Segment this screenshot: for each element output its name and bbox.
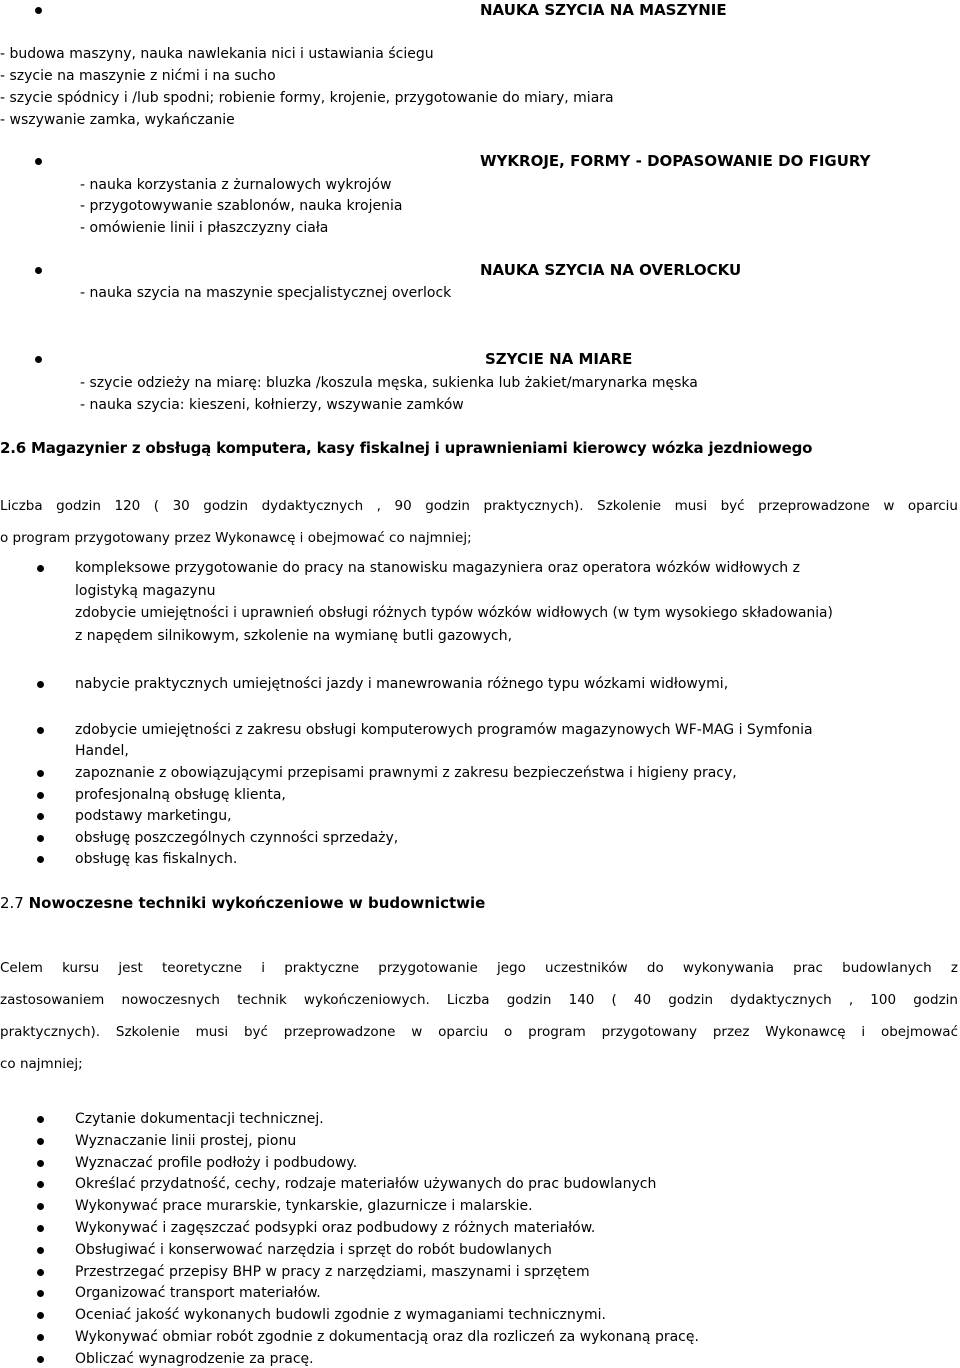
bullet-icon [37,770,44,777]
section-heading-wykroje: WYKROJE, FORMY - DOPASOWANIE DO FIGURY [480,152,871,170]
section-heading-miara: SZYCIE NA MIARE [485,350,633,368]
bullet-icon [37,1269,44,1276]
bullet-icon [37,813,44,820]
list-item: Obliczać wynagrodzenie za pracę. [75,1351,314,1367]
list-item: Wyznaczać profile podłoży i podbudowy. [75,1155,358,1171]
list-item: - budowa maszyny, nauka nawlekania nici i ustawiania ściegu [0,46,434,62]
list-item: - wszywanie zamka, wykańczanie [0,112,235,128]
section-title-2-7 [0,894,485,912]
list-item: Obsługiwać i konserwować narzędzia i sprzęt do robót budowlanych [75,1242,552,1258]
list-item: - omówienie linii i płaszczyzny ciała [80,220,329,236]
list-item: - nauka szycia: kieszeni, kołnierzy, wszywanie zamków [80,397,464,413]
paragraph-line: Liczba godzin 120 ( 30 godzin dydaktycznych , 90 godzin praktycznych). Szkolenie musi być przeprowadzone w oparciu [0,498,958,514]
list-item: logistyką magazynu [75,583,216,599]
list-item: Wykonywać i zagęszczać podsypki oraz podbudowy z różnych materiałów. [75,1220,596,1236]
list-item: Wyznaczanie linii prostej, pionu [75,1133,297,1149]
list-item: Wykonywać prace murarskie, tynkarskie, glazurnicze i malarskie. [75,1198,533,1214]
section-title-2-6: 2.6 Magazynier z obsługą komputera, kasy fiskalnej i uprawnieniami kierowcy wózka jezdniowego [0,439,813,457]
section-title-text: Nowoczesne techniki wykończeniowe w budownictwie [28,894,486,912]
list-item: - przygotowywanie szablonów, nauka krojenia [80,198,403,214]
list-item: podstawy marketingu, [75,808,232,824]
bullet-icon [37,1116,44,1123]
bullet-icon [37,792,44,799]
list-item: Czytanie dokumentacji technicznej. [75,1111,324,1127]
paragraph-line: Celem kursu jest teoretyczne i praktyczne przygotowanie jego uczestników do wykonywania prac budowlanych z [0,960,958,976]
paragraph-line: zastosowaniem nowoczesnych technik wykończeniowych. Liczba godzin 140 ( 40 godzin dydaktycznych , 100 godzin [0,992,958,1008]
paragraph-line: praktycznych). Szkolenie musi być przeprowadzone w oparciu o program przygotowany przez Wykonawcę i obejmować [0,1024,958,1040]
bullet-icon [37,1334,44,1341]
list-item: Handel, [75,743,129,759]
bullet-icon [37,1247,44,1254]
bullet-icon [35,267,42,274]
bullet-icon [37,835,44,842]
section-heading-overlock: NAUKA SZYCIA NA OVERLOCKU [480,261,742,279]
list-item: Wykonywać obmiar robót zgodnie z dokumentacją oraz dla rozliczeń za wykonaną pracę. [75,1329,699,1345]
list-item: Organizować transport materiałów. [75,1285,321,1301]
bullet-icon [35,356,42,363]
list-item: - szycie na maszynie z nićmi i na sucho [0,68,276,84]
list-item: kompleksowe przygotowanie do pracy na stanowisku magazyniera oraz operatora wózków widłowych z [75,560,800,576]
bullet-icon [37,1225,44,1232]
section-heading-maszyna: NAUKA SZYCIA NA MASZYNIE [480,1,727,19]
list-item: obsługę poszczególnych czynności sprzedaży, [75,830,399,846]
list-item: profesjonalną obsługę klienta, [75,787,286,803]
bullet-icon [37,1138,44,1145]
list-item: Oceniać jakość wykonanych budowli zgodnie z wymaganiami technicznymi. [75,1307,607,1323]
bullet-icon [37,1356,44,1363]
bullet-icon [37,727,44,734]
bullet-icon [37,1160,44,1167]
list-item: - szycie spódnicy i /lub spodni; robienie formy, krojenie, przygotowanie do miary, miara [0,90,614,106]
paragraph-line: o program przygotowany przez Wykonawcę i obejmować co najmniej; [0,530,472,546]
list-item: Określać przydatność, cechy, rodzaje materiałów używanych do prac budowlanych [75,1176,657,1192]
list-item: - nauka szycia na maszynie specjalistycznej overlock [80,285,452,301]
list-item: nabycie praktycznych umiejętności jazdy i manewrowania różnego typu wózkami widłowymi, [75,676,729,692]
bullet-icon [37,681,44,688]
paragraph-line: co najmniej; [0,1056,83,1072]
list-item: obsługę kas fiskalnych. [75,851,238,867]
section-number: 2.7 [0,894,29,912]
bullet-icon [35,7,42,14]
list-item: - nauka korzystania z żurnalowych wykrojów [80,177,392,193]
list-item: zapoznanie z obowiązującymi przepisami prawnymi z zakresu bezpieczeństwa i higieny pracy, [75,765,737,781]
bullet-icon [37,1312,44,1319]
bullet-icon [37,1290,44,1297]
bullet-icon [37,1203,44,1210]
list-item: zdobycie umiejętności z zakresu obsługi komputerowych programów magazynowych WF-MAG i Symfonia [75,722,813,738]
bullet-icon [37,1181,44,1188]
bullet-icon [37,856,44,863]
list-item: z napędem silnikowym, szkolenie na wymianę butli gazowych, [75,628,513,644]
bullet-icon [35,158,42,165]
bullet-icon [37,565,44,572]
list-item: - szycie odzieży na miarę: bluzka /koszula męska, sukienka lub żakiet/marynarka męska [80,375,698,391]
list-item: zdobycie umiejętności i uprawnień obsługi różnych typów wózków widłowych (w tym wysokiego składowania) [75,605,833,621]
list-item: Przestrzegać przepisy BHP w pracy z narzędziami, maszynami i sprzętem [75,1264,590,1280]
